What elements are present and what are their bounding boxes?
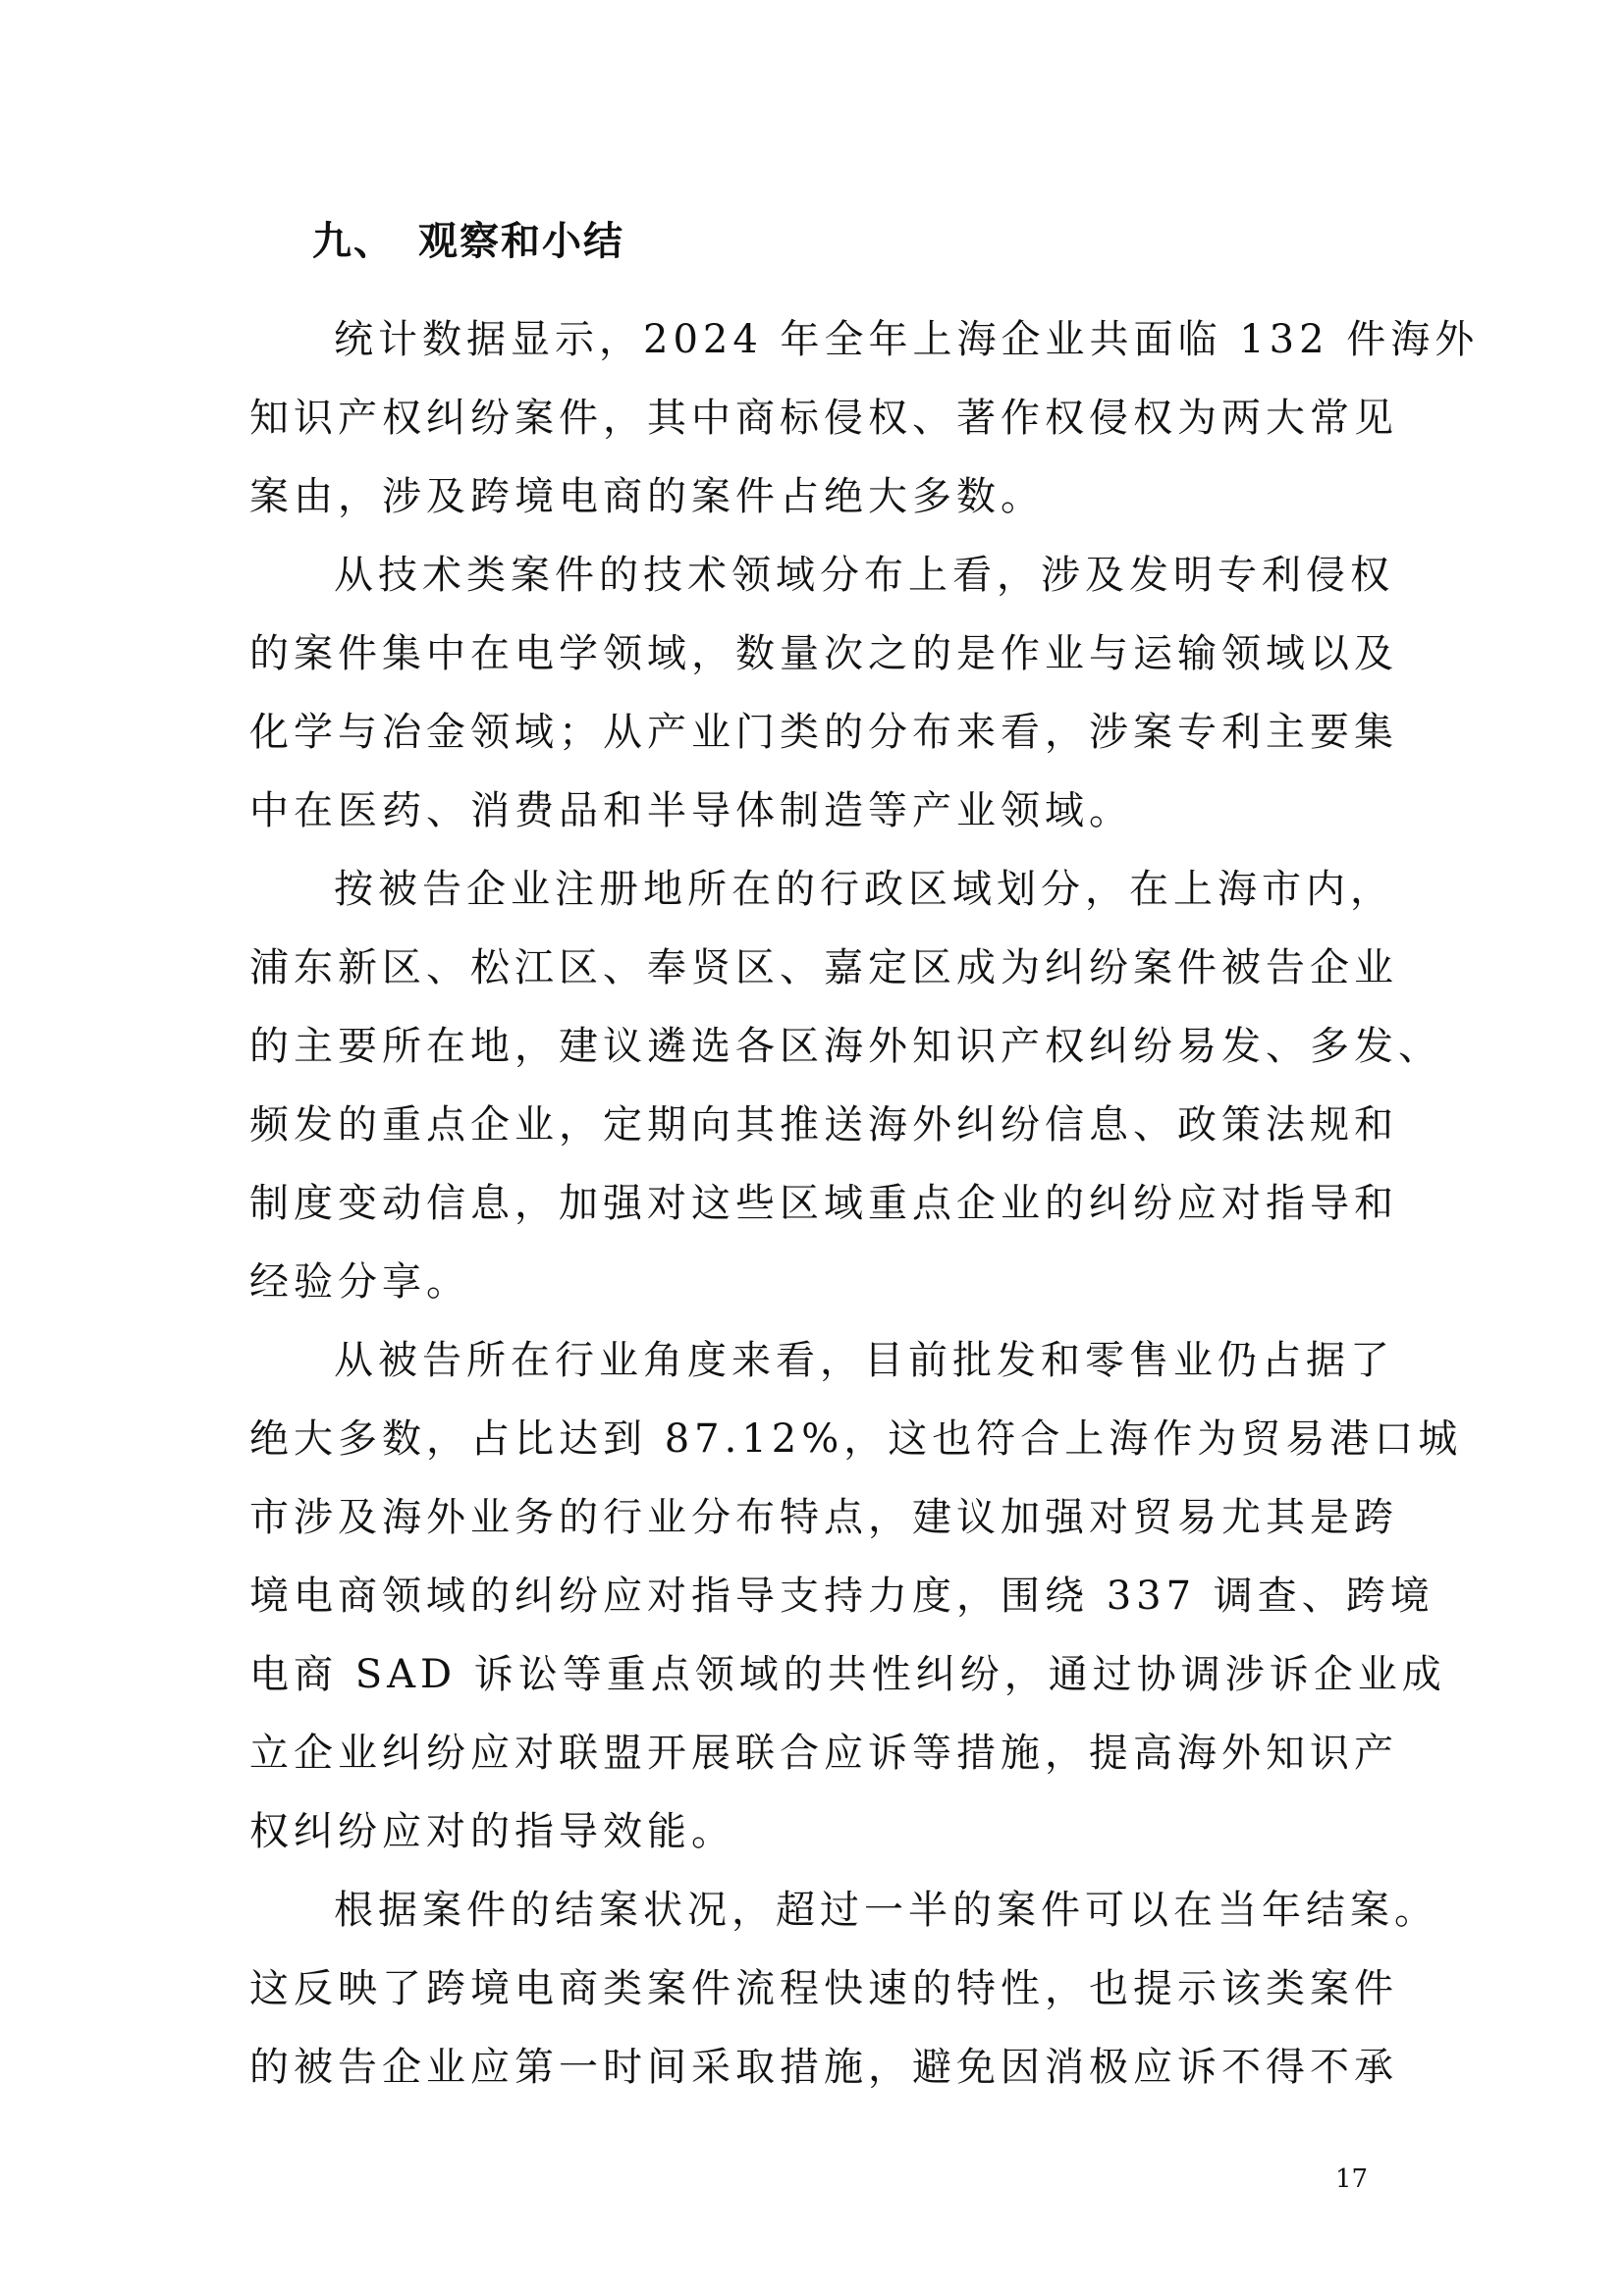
paragraph-line: 权纠纷应对的指导效能。 [249, 1809, 735, 1854]
body-text [249, 300, 1480, 2107]
paragraph-line: 经验分享。 [249, 1259, 470, 1305]
paragraph-line: 制度变动信息，加强对这些区域重点企业的纠纷应对指导和 [249, 1181, 1398, 1226]
paragraph-line: 从技术类案件的技术领域分布上看，涉及发明专利侵权 [334, 553, 1394, 598]
section-number: 九、 [312, 219, 395, 264]
paragraph-line: 中在医药、消费品和半导体制造等产业领域。 [249, 788, 1133, 833]
paragraph-line: 绝大多数，占比达到 87.12%，这也符合上海作为贸易港口城 [249, 1416, 1463, 1462]
paragraph-line: 频发的重点企业，定期向其推送海外纠纷信息、政策法规和 [249, 1102, 1398, 1148]
paragraph-line: 境电商领域的纠纷应对指导支持力度，围绕 337 调查、跨境 [249, 1574, 1435, 1619]
paragraph [249, 850, 1442, 1321]
paragraph [249, 1321, 1463, 1871]
section-title: 观察和小结 [418, 219, 624, 264]
paragraph-line: 统计数据显示，2024 年全年上海企业共面临 132 件海外 [334, 317, 1480, 362]
paragraph-line: 按被告企业注册地所在的行政区域划分，在上海市内， [334, 867, 1394, 912]
paragraph-line: 浦东新区、松江区、奉贤区、嘉定区成为纠纷案件被告企业 [249, 945, 1398, 990]
paragraph-line: 电商 SAD 诉讼等重点领域的共性纠纷，通过协调涉诉企业成 [249, 1652, 1446, 1697]
paragraph-line: 这反映了跨境电商类案件流程快速的特性，也提示该类案件 [249, 1966, 1398, 2011]
paragraph-line: 的案件集中在电学领域，数量次之的是作业与运输领域以及 [249, 631, 1398, 676]
paragraph-line: 知识产权纠纷案件，其中商标侵权、著作权侵权为两大常见 [249, 396, 1398, 441]
paragraph-line: 化学与冶金领域；从产业门类的分布来看，涉案专利主要集 [249, 710, 1398, 755]
paragraph [249, 1871, 1438, 2107]
paragraph-line: 案由，涉及跨境电商的案件占绝大多数。 [249, 474, 1045, 519]
paragraph-line: 的主要所在地，建议遴选各区海外知识产权纠纷易发、多发、 [249, 1024, 1442, 1069]
paragraph-line: 根据案件的结案状况，超过一半的案件可以在当年结案。 [334, 1888, 1438, 1933]
page-number: 17 [1335, 2164, 1369, 2194]
paragraph-line: 从被告所在行业角度来看，目前批发和零售业仍占据了 [334, 1338, 1394, 1383]
section-heading [312, 214, 624, 269]
paragraph-line: 立企业纠纷应对联盟开展联合应诉等措施，提高海外知识产 [249, 1731, 1398, 1776]
paragraph-line: 的被告企业应第一时间采取措施，避免因消极应诉不得不承 [249, 2045, 1398, 2090]
paragraph [249, 300, 1480, 536]
paragraph-line: 市涉及海外业务的行业分布特点，建议加强对贸易尤其是跨 [249, 1495, 1398, 1540]
paragraph [249, 536, 1398, 850]
